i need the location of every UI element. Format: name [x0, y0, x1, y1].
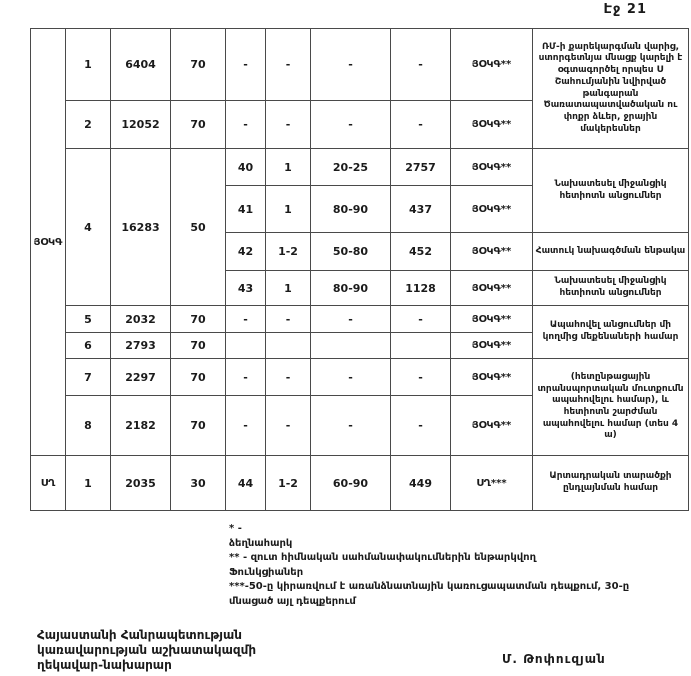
note-cell: Ապահովել անցումներ մի կողմից մեքենաների համար — [533, 306, 689, 359]
lanes-cell: 1 — [266, 149, 311, 186]
count-cell: - — [391, 359, 451, 396]
org-cell: ՍՂ*** — [451, 456, 533, 511]
lanes-cell: - — [266, 359, 311, 396]
count-cell: 437 — [391, 186, 451, 233]
range-cell: - — [311, 101, 391, 149]
area-cell: 2032 — [111, 306, 171, 333]
percent-cell: 30 — [171, 456, 226, 511]
range-cell: 80-90 — [311, 186, 391, 233]
footnote-line: * - — [229, 523, 242, 534]
sub-number-cell: 43 — [226, 271, 266, 306]
footnote-line: մնացած այլ դեպքերում — [229, 595, 356, 607]
area-cell: 2182 — [111, 396, 171, 456]
row-number-cell: 1 — [66, 456, 111, 511]
signature-line: կառավարության աշխատակազմի — [37, 643, 257, 657]
zone-label: ՍՂ — [31, 456, 66, 511]
org-cell: ՅՕԿԳ** — [451, 29, 533, 101]
area-cell: 2793 — [111, 333, 171, 359]
sub-number-cell: 44 — [226, 456, 266, 511]
range-cell: - — [311, 29, 391, 101]
lanes-cell: 1-2 — [266, 456, 311, 511]
percent-cell: 50 — [171, 149, 226, 306]
sub-number-cell: 41 — [226, 186, 266, 233]
percent-cell: 70 — [171, 29, 226, 101]
count-cell: - — [391, 29, 451, 101]
range-cell: 50-80 — [311, 233, 391, 271]
range-cell — [311, 333, 391, 359]
sub-number-cell: - — [226, 396, 266, 456]
lanes-cell: - — [266, 306, 311, 333]
org-cell: ՅՕԿԳ** — [451, 306, 533, 333]
percent-cell: 70 — [171, 101, 226, 149]
sub-number-cell: 42 — [226, 233, 266, 271]
count-cell: - — [391, 396, 451, 456]
sub-number-cell: - — [226, 306, 266, 333]
org-cell: ՅՕԿԳ** — [451, 396, 533, 456]
note-cell: (հետընթացային տրանսպորտական մուտքումն ապահովելու համար), և հետիոտն շարժման ապահովելու համար (տես 4 ա) — [533, 359, 689, 456]
lanes-cell — [266, 333, 311, 359]
footnote-line: ** - զուտ հիմնական սահմանափակումներին ենթարկվող — [229, 552, 537, 563]
note-cell: Նախատեսել միջանցիկ հետիոտն անցումներ — [533, 149, 689, 233]
range-cell: 60-90 — [311, 456, 391, 511]
lanes-cell: - — [266, 29, 311, 101]
table-row — [31, 359, 689, 396]
row-number-cell: 6 — [66, 333, 111, 359]
area-cell: 12052 — [111, 101, 171, 149]
area-cell: 2035 — [111, 456, 171, 511]
footnote-line: Ֆունկցիաներ — [229, 566, 304, 578]
zone-label: ՅՕԿԳ — [31, 29, 66, 456]
note-cell: ՌՄ-ի քարեկարգման վարից, ստորգետնյա մնացք կարելի է օգտագործել որպես Ս Շահումյանին նվիրված թանգարան Ծառատապատվածական ու փոքր ձևեր, ջրային մակերեսներ — [533, 29, 689, 149]
percent-cell: 70 — [171, 306, 226, 333]
org-cell: ՅՕԿԳ** — [451, 101, 533, 149]
percent-cell: 70 — [171, 396, 226, 456]
count-cell: 2757 — [391, 149, 451, 186]
count-cell — [391, 333, 451, 359]
footnotes — [229, 522, 687, 609]
signatory-name: Մ. Թոփուզյան — [502, 652, 606, 666]
area-cell: 2297 — [111, 359, 171, 396]
org-cell: ՅՕԿԳ** — [451, 149, 533, 186]
range-cell: - — [311, 306, 391, 333]
page-number: Էջ 21 — [603, 2, 647, 17]
table-row — [31, 306, 689, 333]
zoning-table — [30, 28, 689, 511]
area-cell: 16283 — [111, 149, 171, 306]
table-row — [31, 456, 689, 511]
note-cell: Հատուկ նախագծման ենթակա — [533, 233, 689, 271]
range-cell: - — [311, 359, 391, 396]
sub-number-cell: - — [226, 101, 266, 149]
count-cell: - — [391, 306, 451, 333]
org-cell: ՅՕԿԳ** — [451, 359, 533, 396]
sub-number-cell: 40 — [226, 149, 266, 186]
row-number-cell: 2 — [66, 101, 111, 149]
org-cell: ՅՕԿԳ** — [451, 333, 533, 359]
row-number-cell: 8 — [66, 396, 111, 456]
lanes-cell: - — [266, 101, 311, 149]
row-number-cell: 7 — [66, 359, 111, 396]
org-cell: ՅՕԿԳ** — [451, 186, 533, 233]
lanes-cell: 1 — [266, 271, 311, 306]
row-number-cell: 4 — [66, 149, 111, 306]
area-cell: 6404 — [111, 29, 171, 101]
row-number-cell: 5 — [66, 306, 111, 333]
org-cell: ՅՕԿԳ** — [451, 271, 533, 306]
lanes-cell: 1 — [266, 186, 311, 233]
range-cell: 80-90 — [311, 271, 391, 306]
lanes-cell: - — [266, 396, 311, 456]
count-cell: 452 — [391, 233, 451, 271]
range-cell: 20-25 — [311, 149, 391, 186]
row-number-cell: 1 — [66, 29, 111, 101]
sub-number-cell: - — [226, 359, 266, 396]
table-row — [31, 29, 689, 101]
count-cell: - — [391, 101, 451, 149]
table-row — [31, 149, 689, 186]
count-cell: 1128 — [391, 271, 451, 306]
sub-number-cell: - — [226, 29, 266, 101]
percent-cell: 70 — [171, 333, 226, 359]
footnote-line: ձեղնահարկ — [229, 537, 293, 549]
sub-number-cell — [226, 333, 266, 359]
note-cell: Արտադրական տարածքի ընդլայնման համար — [533, 456, 689, 511]
org-cell: ՅՕԿԳ** — [451, 233, 533, 271]
note-cell: Նախատեսել միջանցիկ հետիոտն անցումներ — [533, 271, 689, 306]
footnote-line: ***-50-ը կիրառվում է առանձնատնային կառուցապատման դեպքում, 30-ը — [229, 581, 630, 592]
range-cell: - — [311, 396, 391, 456]
signature-line: ղեկավար-նախարար — [37, 658, 172, 672]
lanes-cell: 1-2 — [266, 233, 311, 271]
percent-cell: 70 — [171, 359, 226, 396]
signature-line: Հայաստանի Հանրապետության — [37, 628, 242, 642]
count-cell: 449 — [391, 456, 451, 511]
signature-block — [37, 628, 256, 673]
